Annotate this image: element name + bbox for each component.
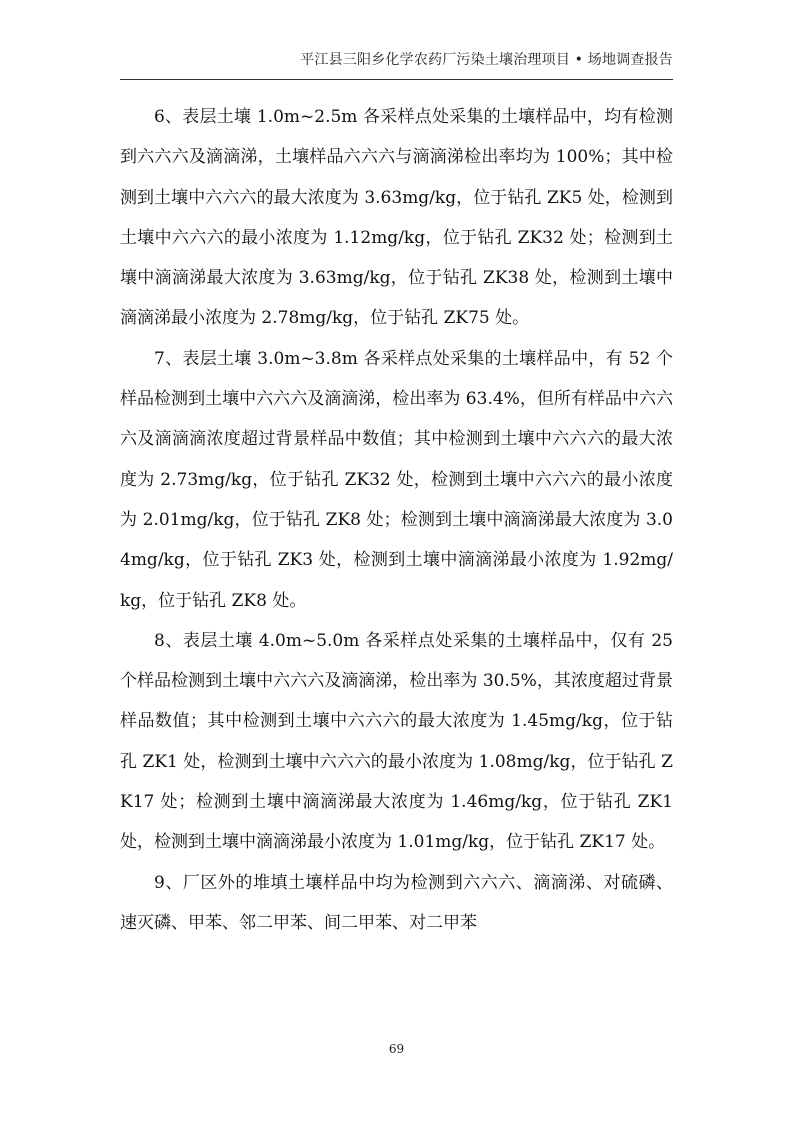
paragraph-item-8: 8、表层土壤 4.0m~5.0m 各采样点处采集的土壤样品中，仅有 25 个样品检测到土壤中六六六及滴滴涕，检出率为 30.5%，其浓度超过背景样品数值；其中检测到土壤中六六六的最大浓度为 1.45mg/kg，位于钻孔 ZK1 处，检测到土壤中六六六的最小浓度为 1.08mg/kg，位于钻孔 ZK17 处；检测到土壤中滴滴涕最大浓度为 1.46mg/kg，位于钻孔 ZK1 处，检测到土壤中滴滴涕最小浓度为 1.01mg/kg，位于钻孔 ZK17 处。 — [120, 630, 673, 853]
paragraph-item-9: 9、厂区外的堆填土壤样品中均为检测到六六六、滴滴涕、对硫磷、速灭磷、甲苯、邻二甲苯、间二甲苯、对二甲苯 — [120, 872, 673, 933]
page-number: 69 — [388, 1042, 405, 1056]
header-divider — [120, 79, 673, 80]
body-text — [120, 97, 673, 943]
paragraph-item-7: 7、表层土壤 3.0m~3.8m 各采样点处采集的土壤样品中，有 52 个样品检测到土壤中六六六及滴滴涕，检出率为 63.4%，但所有样品中六六六及滴滴滴浓度超过背景样品中数值；其中检测到土壤中六六六的最大浓度为 2.73mg/kg，位于钻孔 ZK32 处，检测到土壤中六六六的最小浓度为 2.01mg/kg，位于钻孔 ZK8 处；检测到土壤中滴滴涕最大浓度为 3.04mg/kg，位于钻孔 ZK3 处，检测到土壤中滴滴涕最小浓度为 1.92mg/kg，位于钻孔 ZK8 处。 — [120, 348, 673, 611]
paragraph-item-6: 6、表层土壤 1.0m~2.5m 各采样点处采集的土壤样品中，均有检测到六六六及滴滴涕，土壤样品六六六与滴滴涕检出率均为 100%；其中检测到土壤中六六六的最大浓度为 3.63mg/kg，位于钻孔 ZK5 处，检测到土壤中六六六的最小浓度为 1.12mg/kg，位于钻孔 ZK32 处；检测到土壤中滴滴涕最大浓度为 3.63mg/kg，位于钻孔 ZK38 处，检测到土壤中滴滴涕最小浓度为 2.78mg/kg，位于钻孔 ZK75 处。 — [120, 107, 673, 329]
running-header: 平江县三阳乡化学农药厂污染土壤治理项目 • 场地调查报告 — [300, 52, 673, 68]
